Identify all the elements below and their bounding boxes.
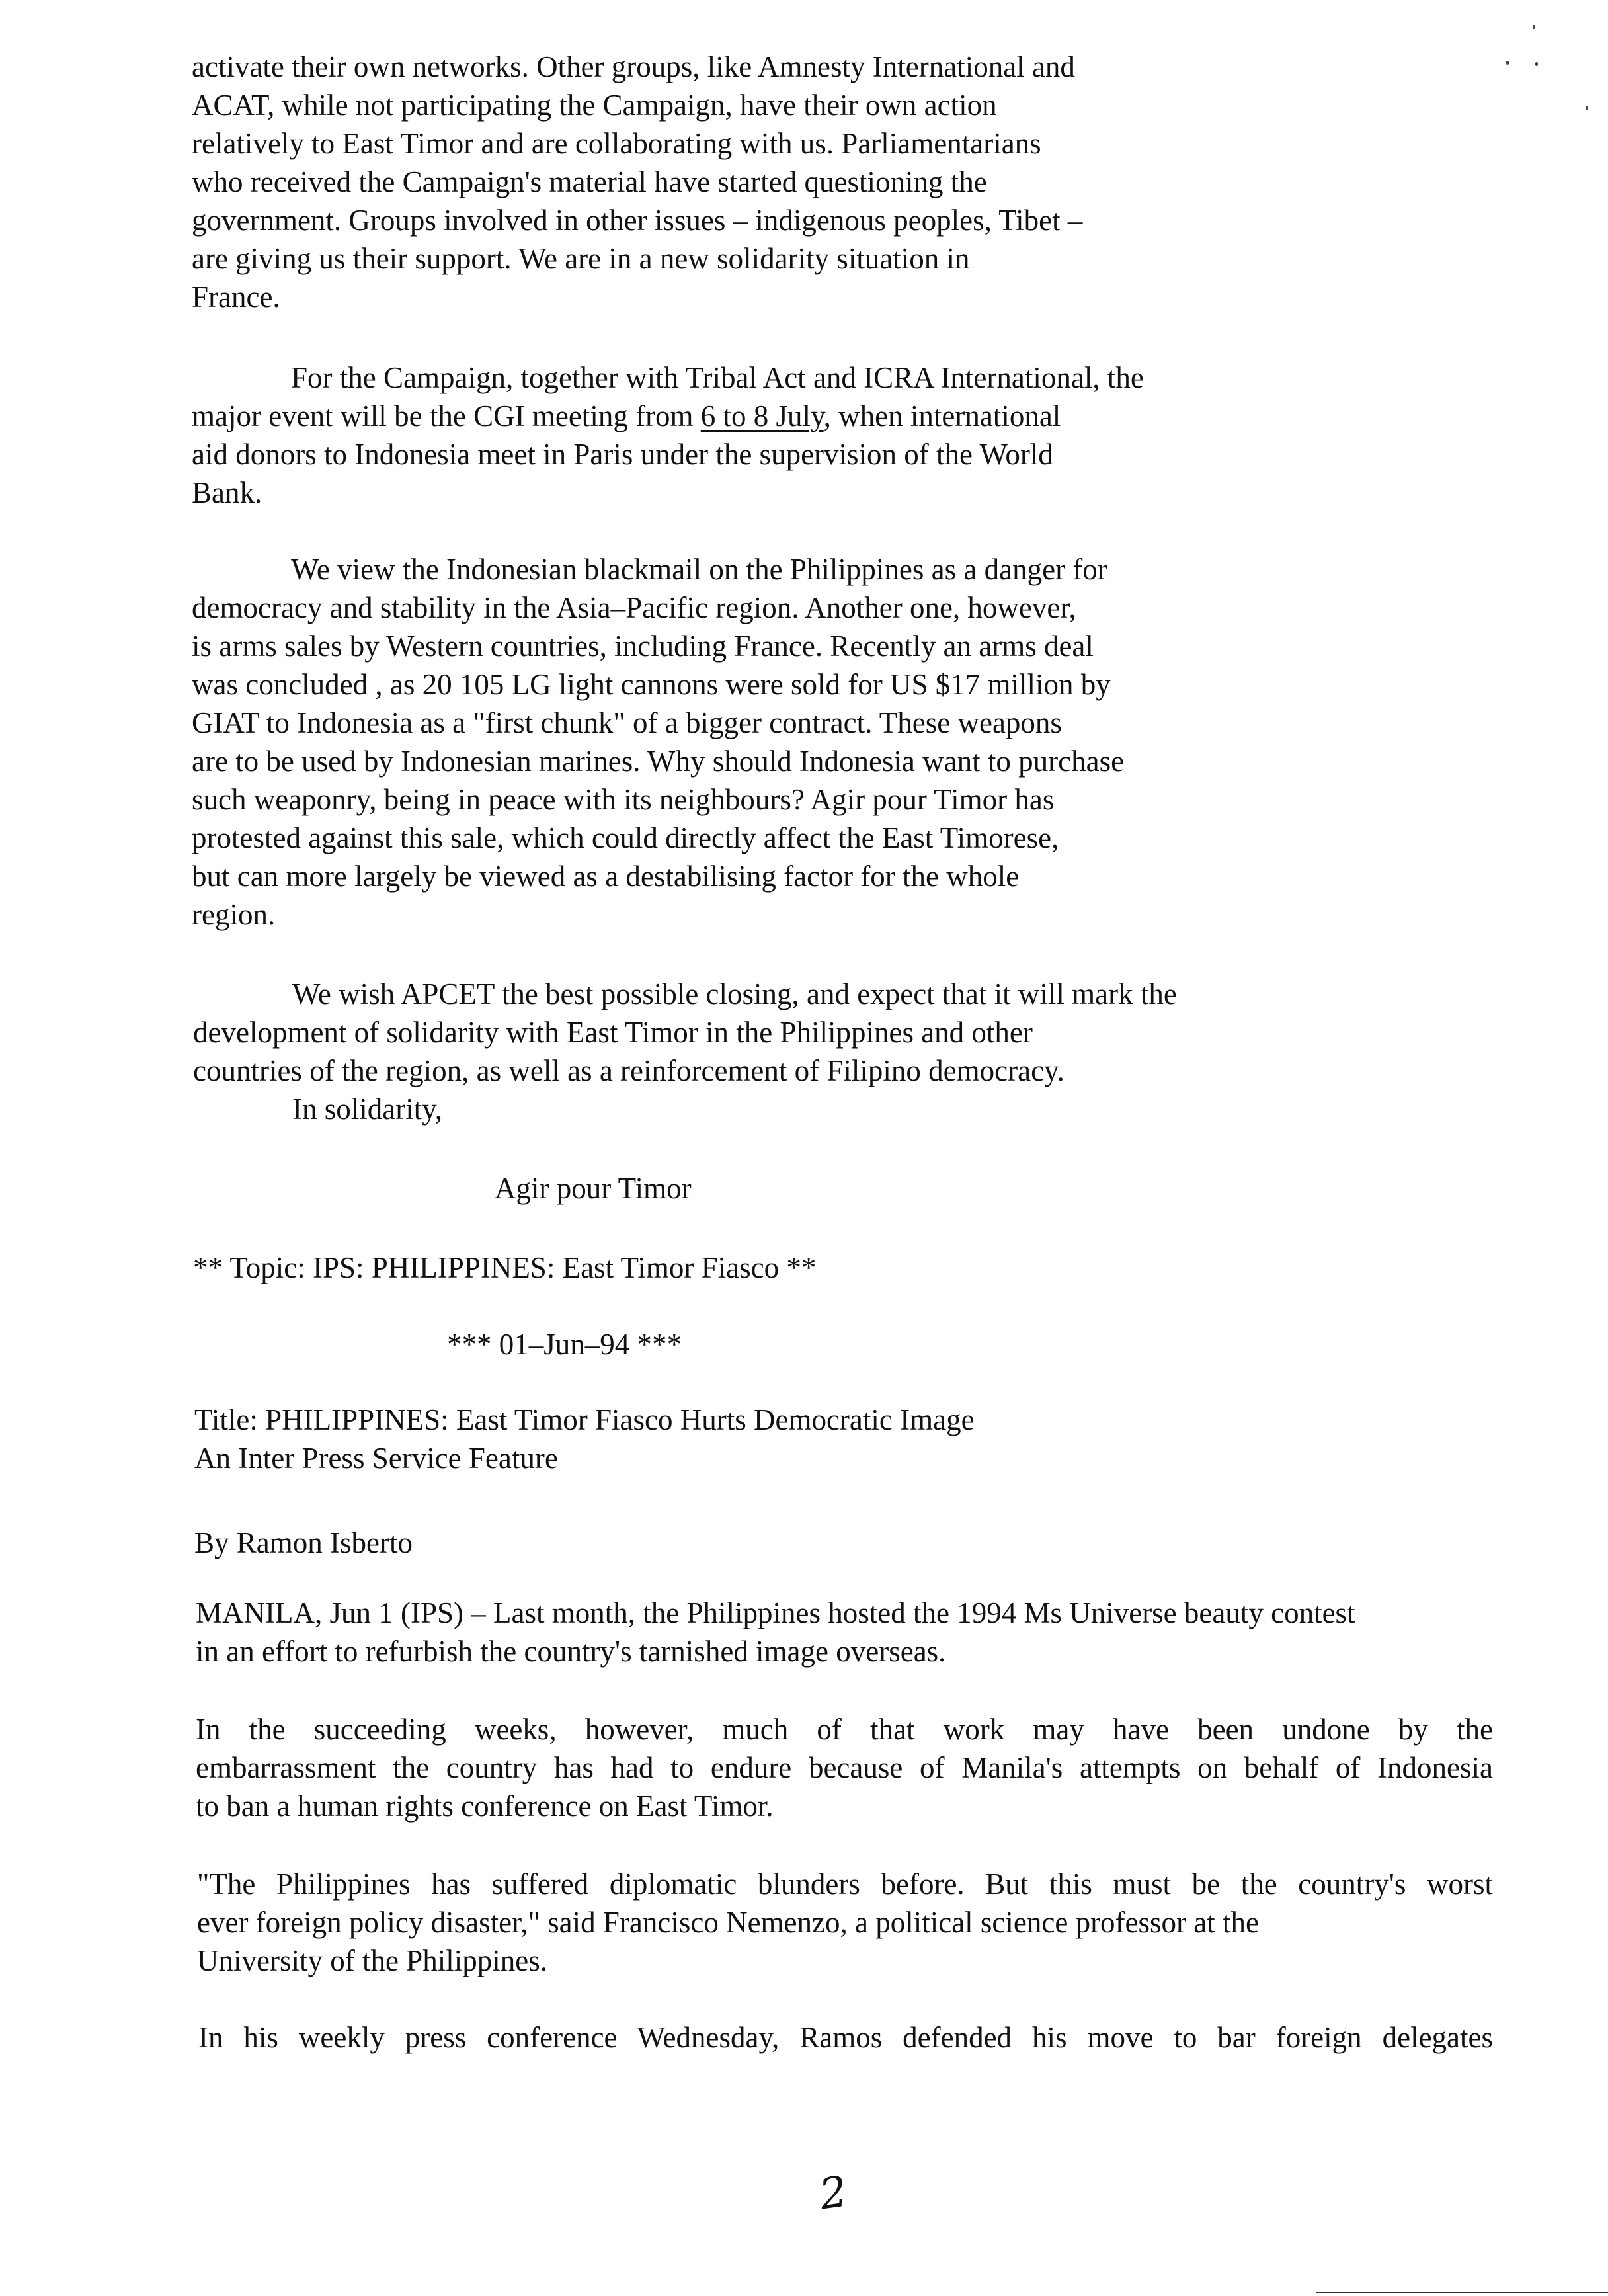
letter-paragraph-1 [192, 48, 1082, 316]
article-title-block [194, 1401, 975, 1477]
date-line: *** 01–Jun–94 *** [447, 1328, 682, 1361]
scan-speck [1533, 25, 1535, 29]
topic-line: ** Topic: IPS: PHILIPPINES: East Timor Fiasco ** [193, 1251, 817, 1284]
text-line: In the succeeding weeks, however, much of that work may have been undone by the [196, 1713, 1493, 1746]
text-line: ACAT, while not participating the Campaign, have their own action [192, 89, 997, 122]
letter-paragraph-2 [192, 358, 1144, 512]
text-line: "The Philippines has suffered diplomatic blunders before. But this must be the country's worst [197, 1867, 1493, 1901]
article-paragraph-3 [197, 1865, 1493, 1980]
text-segment: For the Campaign, together with Tribal Act and ICRA International, the [291, 361, 1144, 394]
scan-speck [1586, 106, 1588, 110]
article-paragraph-2 [196, 1710, 1493, 1825]
text-line: was concluded , as 20 105 LG light cannons were sold for US $17 million by [192, 668, 1111, 701]
text-line: France. [192, 280, 280, 313]
text-line [192, 358, 1144, 397]
text-segment: , when international [823, 399, 1061, 432]
text-line: embarrassment the country has had to endure because of Manila's attempts on behalf of Indonesia [196, 1751, 1493, 1784]
text-line: Bank. [192, 476, 262, 509]
text-line: In his weekly press conference Wednesday, Ramos defended his move to bar foreign delegates [198, 2021, 1493, 2054]
scan-speck [1506, 61, 1509, 65]
text-line: We wish APCET the best possible closing, and expect that it will mark the [292, 977, 1177, 1010]
text-line: democracy and stability in the Asia–Pacific region. Another one, however, [192, 591, 1076, 624]
signature [495, 1169, 692, 1208]
text-line: such weaponry, being in peace with its neighbours? Agir pour Timor has [192, 783, 1055, 816]
text-line: activate their own networks. Other groups, like Amnesty International and [192, 50, 1075, 83]
date-heading [447, 1325, 682, 1364]
scan-speck [1535, 62, 1538, 66]
text-line: University of the Philippines. [197, 1944, 547, 1977]
text-line: who received the Campaign's material have started questioning the [192, 165, 987, 198]
page-number: 2 [817, 2167, 850, 2220]
text-line: We view the Indonesian blackmail on the Philippines as a danger for [291, 553, 1107, 586]
text-line: relatively to East Timor and are collaborating with us. Parliamentarians [192, 127, 1041, 160]
signature-name: Agir pour Timor [495, 1172, 692, 1205]
text-line: region. [192, 898, 276, 931]
text-line: are to be used by Indonesian marines. Why should Indonesia want to purchase [192, 745, 1125, 778]
closing-line: In solidarity, [292, 1092, 443, 1126]
text-line: MANILA, Jun 1 (IPS) – Last month, the Philippines hosted the 1994 Ms Universe beauty contest [196, 1596, 1355, 1629]
letter-paragraph-4 [193, 975, 1177, 1128]
article-paragraph-4 [198, 2018, 1493, 2057]
letter-paragraph-3 [192, 550, 1124, 934]
text-line: but can more largely be viewed as a destabilising factor for the whole [192, 860, 1020, 893]
text-line: aid donors to Indonesia meet in Paris under the supervision of the World [192, 438, 1053, 471]
text-line: government. Groups involved in other issues – indigenous peoples, Tibet – [192, 204, 1083, 237]
underlined-date-range: 6 to 8 July [700, 399, 824, 432]
byline [194, 1524, 413, 1562]
text-line: in an effort to refurbish the country's tarnished image overseas. [196, 1635, 946, 1668]
topic-heading [193, 1249, 816, 1287]
byline-text: By Ramon Isberto [194, 1526, 413, 1559]
article-title: Title: PHILIPPINES: East Timor Fiasco Hurts Democratic Image [194, 1403, 975, 1436]
text-segment: major event will be the CGI meeting from [192, 399, 701, 432]
text-line: to ban a human rights conference on East Timor. [196, 1789, 774, 1823]
article-subtitle: An Inter Press Service Feature [194, 1442, 558, 1475]
article-paragraph-1 [196, 1594, 1355, 1670]
text-line: are giving us their support. We are in a new solidarity situation in [192, 242, 970, 275]
text-line: ever foreign policy disaster," said Francisco Nemenzo, a political science professor at the [197, 1906, 1259, 1939]
text-line [192, 397, 1144, 435]
text-line: countries of the region, as well as a reinforcement of Filipino democracy. [193, 1054, 1065, 1087]
text-line: protested against this sale, which could directly affect the East Timorese, [192, 821, 1059, 854]
text-line: development of solidarity with East Timor in the Philippines and other [193, 1016, 1033, 1049]
text-line: GIAT to Indonesia as a "first chunk" of a bigger contract. These weapons [192, 706, 1062, 739]
footer-rule [1316, 2292, 1608, 2293]
text-line: is arms sales by Western countries, including France. Recently an arms deal [192, 630, 1094, 663]
